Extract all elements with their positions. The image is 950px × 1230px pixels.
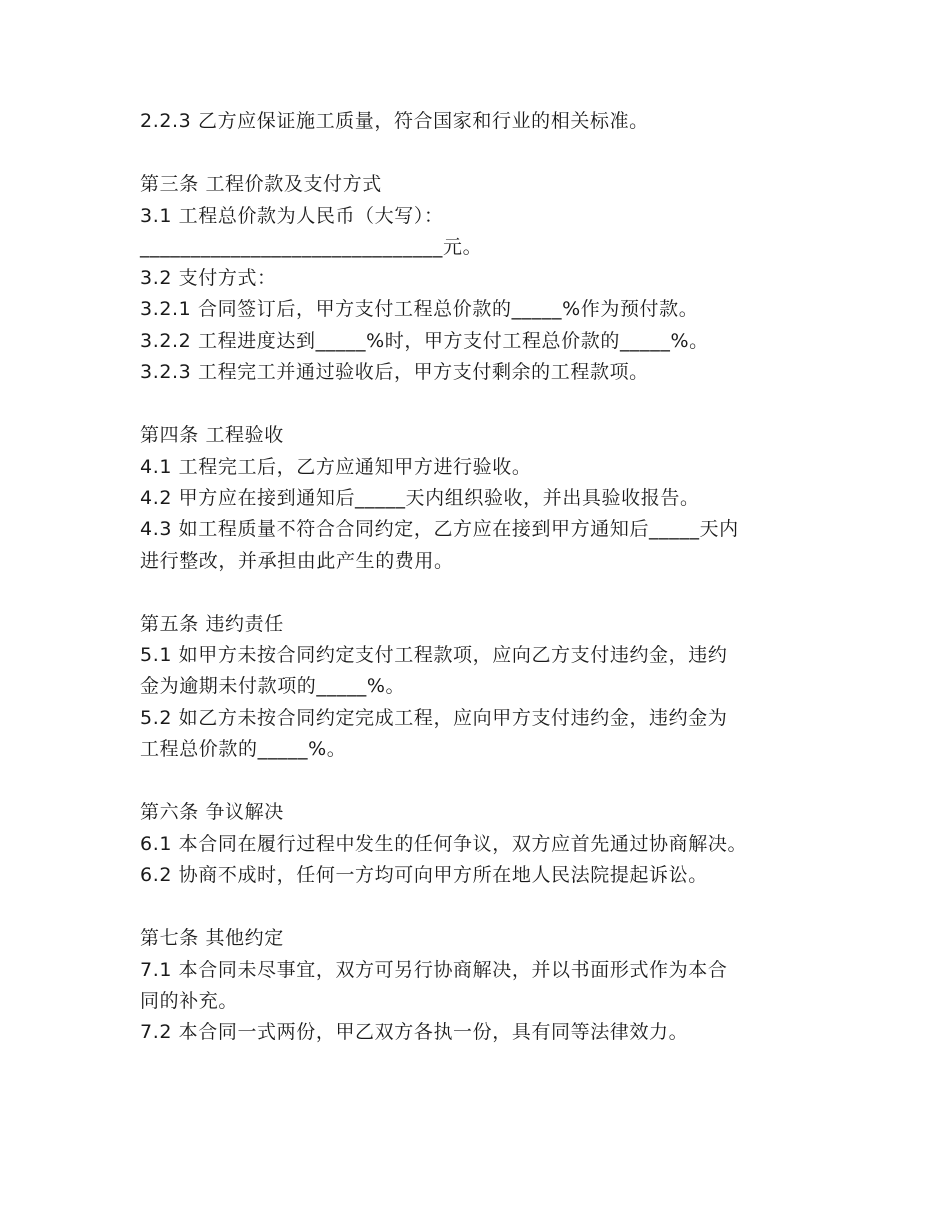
clause-3-2-3: 3.2.3 工程完工并通过验收后，甲方支付剩余的工程款项。 [140,361,649,384]
section-2-2-3 [140,106,840,137]
clause-4-2: 4.2 甲方应在接到通知后_____天内组织验收，并出具验收报告。 [140,486,700,509]
clause-3-2: 3.2 支付方式： [140,267,277,290]
clause-5-2: 5.2 如乙方未按合同约定完成工程，应向甲方支付违约金，违约金为 [140,706,728,729]
clause-5-1: 5.1 如甲方未按合同约定支付工程款项，应向乙方支付违约金，违约 [140,644,728,667]
clause-3-1-amount-blank: ______________________________元。 [140,235,483,258]
clause-2-2-3: 2.2.3 乙方应保证施工质量，符合国家和行业的相关标准。 [140,110,649,132]
section-article-5 [140,609,840,765]
clause-3-1: 3.1 工程总价款为人民币（大写）： [140,204,444,227]
clause-4-3: 4.3 如工程质量不符合合同约定，乙方应在接到甲方通知后_____天内 [140,518,739,541]
article-5-heading: 第五条 违约责任 [140,612,284,635]
clause-6-1: 6.1 本合同在履行过程中发生的任何争议，双方应首先通过协商解决。 [140,832,748,855]
section-article-6 [140,797,840,891]
section-article-4 [140,420,840,576]
clause-3-2-1: 3.2.1 合同签订后，甲方支付工程总价款的_____%作为预付款。 [140,298,699,321]
article-6-heading: 第六条 争议解决 [140,801,284,824]
clause-7-2: 7.2 本合同一式两份，甲乙双方各执一份，具有同等法律效力。 [140,1021,689,1044]
article-3-heading: 第三条 工程价款及支付方式 [140,173,382,196]
clause-4-3-continued: 进行整改，并承担由此产生的费用。 [140,549,454,572]
clause-7-1: 7.1 本合同未尽事宜，双方可另行协商解决，并以书面形式作为本合 [140,958,728,981]
clause-7-1-continued: 同的补充。 [140,989,239,1012]
clause-3-2-2: 3.2.2 工程进度达到_____%时，甲方支付工程总价款的_____%。 [140,329,709,352]
contract-page [140,106,840,1080]
article-4-heading: 第四条 工程验收 [140,424,284,447]
section-article-3 [140,169,840,388]
clause-5-1-continued: 金为逾期未付款项的_____%。 [140,675,406,698]
clause-6-2: 6.2 协商不成时，任何一方均可向甲方所在地人民法院提起诉讼。 [140,863,708,886]
clause-4-1: 4.1 工程完工后，乙方应通知甲方进行验收。 [140,455,532,478]
clause-5-2-continued: 工程总价款的_____%。 [140,738,347,761]
article-7-heading: 第七条 其他约定 [140,927,284,950]
section-article-7 [140,923,840,1048]
